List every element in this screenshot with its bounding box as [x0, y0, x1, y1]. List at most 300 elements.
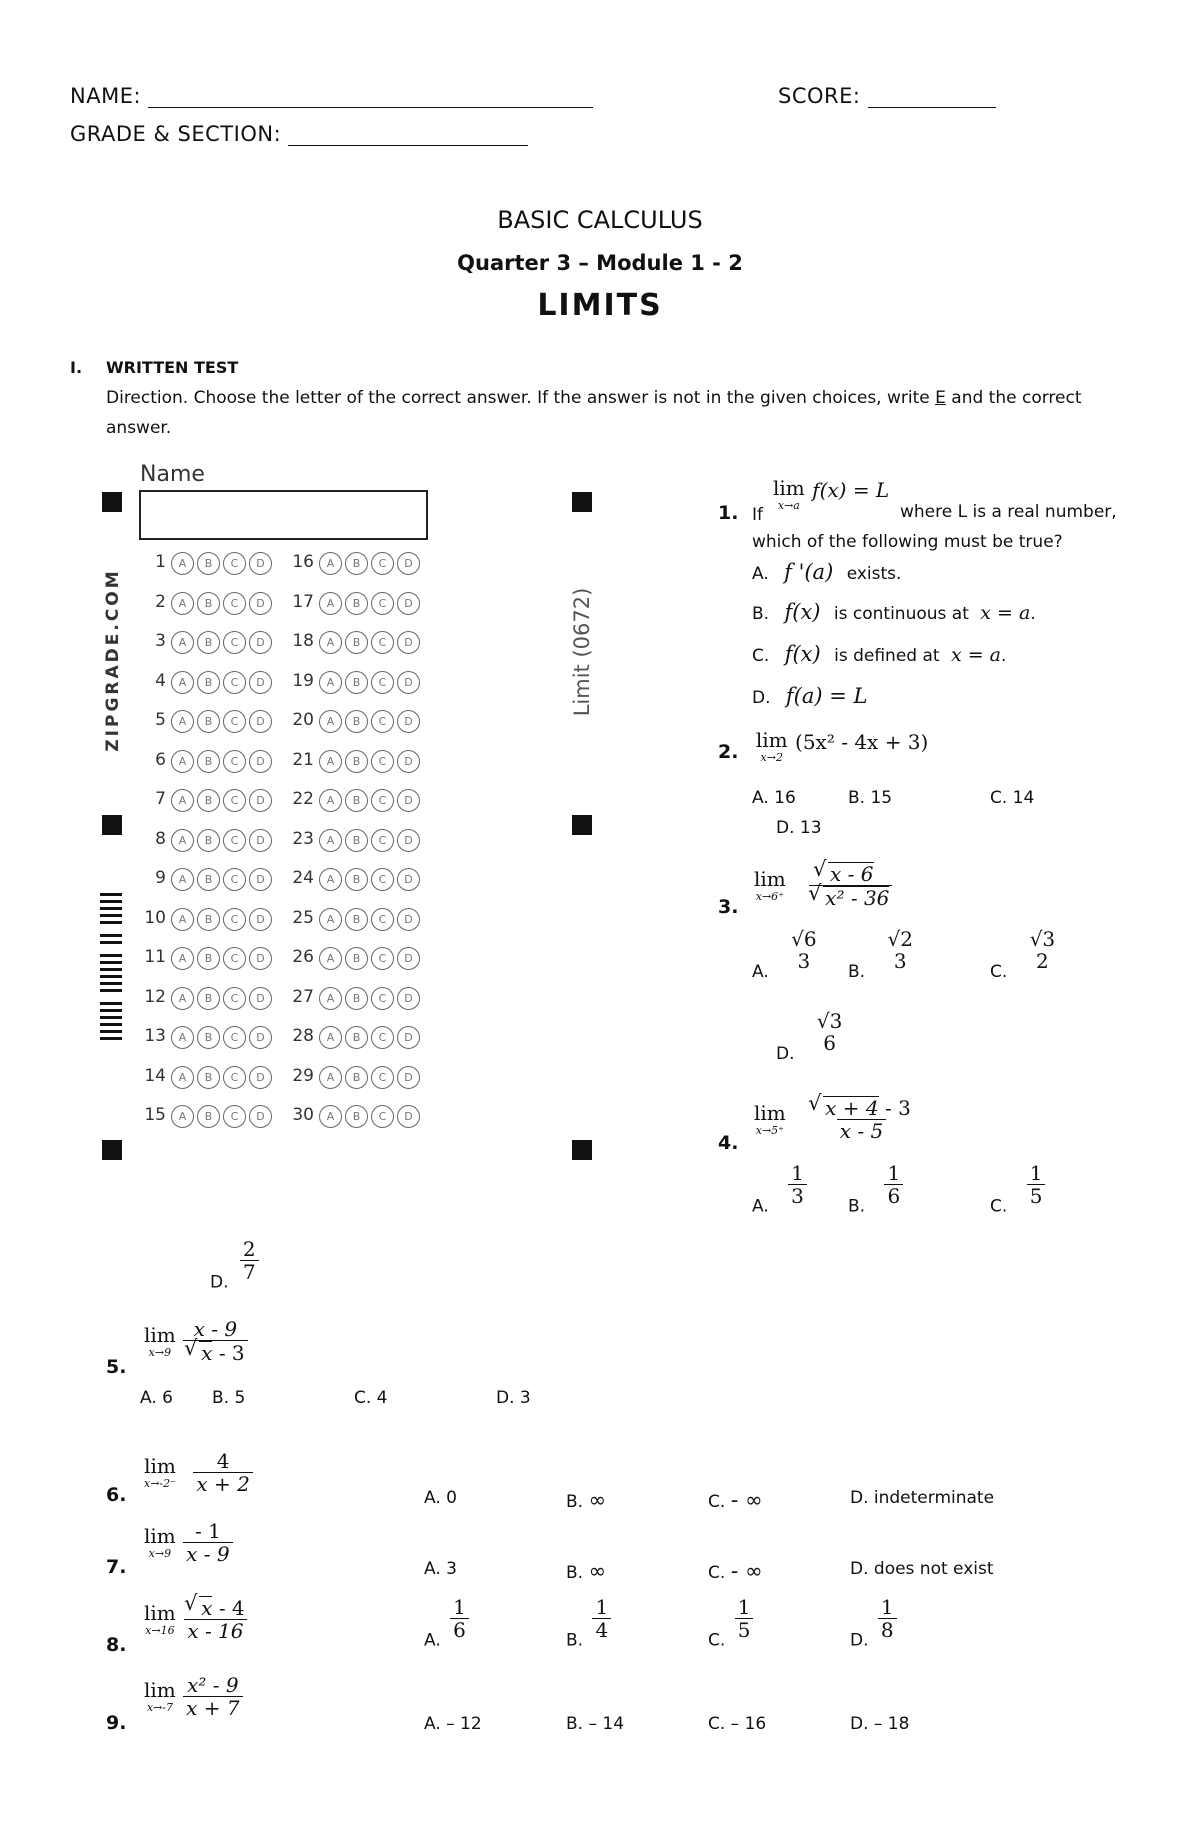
option-letter: C. — [990, 962, 1008, 982]
answer-bubble-24-d[interactable]: D — [397, 868, 420, 891]
answer-bubble-9-c[interactable]: C — [223, 868, 246, 891]
q9-numerator: x² - 9 — [187, 1673, 239, 1697]
answer-bubble-7-d[interactable]: D — [249, 789, 272, 812]
q4-number: 4. — [718, 1132, 739, 1154]
bubble-row-number: 28 — [292, 1026, 314, 1046]
bubble-row — [140, 592, 420, 615]
answer-bubble-25-c[interactable]: C — [371, 908, 394, 931]
option-value: ∞ — [588, 1559, 606, 1583]
answer-bubble-21-d[interactable]: D — [397, 750, 420, 773]
bubble-row — [140, 868, 420, 891]
option-letter: B. — [752, 604, 770, 624]
answer-bubble-9-b[interactable]: B — [197, 868, 220, 891]
q4-numerator: √ x + 4 — [823, 1096, 878, 1119]
option-letter: B. — [848, 1196, 866, 1217]
answer-bubble-17-a[interactable]: A — [319, 592, 342, 615]
q1-option-c[interactable]: C. f(x) is defined at x = a. — [752, 642, 1007, 666]
answer-bubble-20-a[interactable]: A — [319, 710, 342, 733]
answer-bubble-20-d[interactable]: D — [397, 710, 420, 733]
q1-if: If — [752, 505, 763, 525]
answer-bubble-12-a[interactable]: A — [171, 987, 194, 1010]
answer-bubble-1-a[interactable]: A — [171, 552, 194, 575]
answer-bubble-19-c[interactable]: C — [371, 671, 394, 694]
q5-number: 5. — [106, 1356, 127, 1378]
q3-option-d[interactable] — [776, 1010, 845, 1064]
answer-bubble-25-d[interactable]: D — [397, 908, 420, 931]
option-at: x = a — [950, 644, 1002, 666]
answer-bubble-9-d[interactable]: D — [249, 868, 272, 891]
q5-option-a[interactable]: A. 6 — [140, 1388, 173, 1408]
bubble-row — [140, 908, 420, 931]
answer-bubble-23-c[interactable]: C — [371, 829, 394, 852]
option-letter: D. — [850, 1630, 869, 1651]
answer-bubble-7-c[interactable]: C — [223, 789, 246, 812]
answer-bubble-22-c[interactable]: C — [371, 789, 394, 812]
answer-bubble-29-d[interactable]: D — [397, 1066, 420, 1089]
option-letter: B. — [566, 1492, 584, 1512]
bubble-row — [140, 829, 420, 852]
q5-option-d[interactable]: D. 3 — [496, 1388, 531, 1408]
bubble-row-number: 17 — [292, 591, 314, 612]
corner-mark — [102, 492, 122, 512]
answer-bubble-11-d[interactable]: D — [249, 947, 272, 970]
answer-bubble-26-c[interactable]: C — [371, 947, 394, 970]
answer-bubble-15-a[interactable]: A — [171, 1105, 194, 1128]
option-den: 4 — [592, 1618, 611, 1641]
option-letter: B. — [566, 1563, 584, 1583]
q6-denominator: x + 2 — [193, 1472, 252, 1495]
answer-bubble-11-b[interactable]: B — [197, 947, 220, 970]
corner-mark — [102, 815, 122, 835]
answer-bubble-18-d[interactable]: D — [397, 631, 420, 654]
answer-bubble-6-c[interactable]: C — [223, 750, 246, 773]
answer-bubble-2-d[interactable]: D — [249, 592, 272, 615]
answer-bubble-4-a[interactable]: A — [171, 671, 194, 694]
q2-number: 2. — [718, 741, 739, 763]
answer-bubble-10-a[interactable]: A — [171, 908, 194, 931]
lim-word: lim — [754, 1100, 786, 1125]
q3-option-c[interactable] — [990, 928, 1058, 982]
option-num: √6 — [791, 927, 817, 951]
answer-bubble-12-d[interactable]: D — [249, 987, 272, 1010]
answer-bubble-5-b[interactable]: B — [197, 710, 220, 733]
answer-bubble-17-d[interactable]: D — [397, 592, 420, 615]
answer-bubble-15-c[interactable]: C — [223, 1105, 246, 1128]
option-den: 6 — [884, 1184, 903, 1207]
bubble-row-number: 21 — [292, 749, 314, 770]
q6-option-d[interactable]: D. indeterminate — [850, 1488, 995, 1508]
bubble-row-number: 6 — [155, 749, 166, 770]
q8-option-b[interactable] — [566, 1596, 611, 1651]
q4-denominator: x - 5 — [837, 1119, 886, 1142]
q5-denominator: √ x — [199, 1341, 212, 1364]
option-den: 8 — [878, 1618, 897, 1641]
answer-bubble-2-a[interactable]: A — [171, 592, 194, 615]
quarter-title: Quarter 3 – Module 1 - 2 — [457, 251, 743, 275]
answer-bubble-25-a[interactable]: A — [319, 908, 342, 931]
lim-subscript: x→6⁺ — [755, 890, 784, 903]
q4-option-d[interactable] — [210, 1238, 259, 1293]
answer-bubble-19-d[interactable]: D — [397, 671, 420, 694]
answer-bubble-10-c[interactable]: C — [223, 908, 246, 931]
option-num: 1 — [791, 1161, 804, 1185]
lim-word: lim — [144, 1454, 176, 1478]
q1-option-b[interactable]: B. f(x) is continuous at x = a. — [752, 600, 1036, 624]
option-num: 1 — [453, 1595, 466, 1619]
answer-bubble-8-a[interactable]: A — [171, 829, 194, 852]
answer-bubble-20-c[interactable]: C — [371, 710, 394, 733]
answer-bubble-20-b[interactable]: B — [345, 710, 368, 733]
answer-bubble-13-d[interactable]: D — [249, 1026, 272, 1049]
answer-bubble-16-a[interactable]: A — [319, 552, 342, 575]
lim-subscript: x→-7 — [146, 1701, 173, 1714]
answer-bubble-19-b[interactable]: B — [345, 671, 368, 694]
bubble-row — [140, 750, 420, 773]
corner-mark — [572, 1140, 592, 1160]
bubble-row-number: 16 — [292, 552, 314, 572]
option-num: 1 — [1029, 1161, 1043, 1185]
answer-bubble-5-d[interactable]: D — [249, 710, 272, 733]
q1-limit — [773, 478, 889, 511]
option-den: 3 — [893, 949, 907, 973]
bubble-row-number: 8 — [155, 828, 166, 849]
answer-bubble-25-b[interactable]: B — [345, 908, 368, 931]
bubble-row — [140, 631, 420, 654]
bubble-row — [140, 552, 420, 575]
bubble-row-number: 29 — [292, 1065, 314, 1086]
option-letter: C. — [708, 1492, 726, 1512]
answer-bubble-30-a[interactable]: A — [319, 1105, 342, 1128]
option-letter: B. — [848, 962, 866, 982]
answer-bubble-30-d[interactable]: D — [397, 1105, 420, 1128]
option-num: 2 — [242, 1237, 256, 1261]
q4-option-b[interactable] — [848, 1162, 903, 1217]
answer-bubble-29-c[interactable]: C — [371, 1066, 394, 1089]
answer-bubble-14-a[interactable]: A — [171, 1066, 194, 1089]
option-num: 1 — [737, 1595, 751, 1619]
answer-bubble-7-a[interactable]: A — [171, 789, 194, 812]
answer-bubble-10-d[interactable]: D — [249, 908, 272, 931]
option-letter: A. — [752, 564, 769, 584]
answer-bubble-28-a[interactable]: A — [319, 1026, 342, 1049]
option-letter: C. — [990, 1196, 1008, 1217]
q8-numerator: √ x — [199, 1596, 212, 1619]
q3-option-b[interactable] — [848, 928, 916, 982]
q7-option-a[interactable]: A. 3 — [424, 1559, 457, 1579]
option-expr: f(a) = L — [785, 684, 868, 708]
brand-text: ZIPGRADE.COM — [103, 568, 123, 752]
q5-option-c[interactable]: C. 4 — [354, 1388, 388, 1408]
answer-bubble-18-c[interactable]: C — [371, 631, 394, 654]
bubble-row — [140, 710, 420, 733]
corner-mark — [572, 815, 592, 835]
bubble-row-number: 19 — [292, 670, 314, 691]
option-num: √3 — [816, 1009, 843, 1033]
answer-bubble-26-a[interactable]: A — [319, 947, 342, 970]
corner-mark — [102, 1140, 122, 1160]
name-label: NAME: — [70, 84, 142, 108]
bubble-row — [140, 671, 420, 694]
lim-subscript: x→a — [777, 499, 800, 512]
bubble-row-number: 5 — [155, 710, 166, 730]
q9-denominator: x + 7 — [183, 1696, 242, 1719]
lim-word: lim — [755, 728, 788, 752]
answer-bubble-3-d[interactable]: D — [249, 631, 272, 654]
answer-bubble-6-a[interactable]: A — [171, 750, 194, 773]
answer-bubble-16-b[interactable]: B — [345, 552, 368, 575]
q7-numerator: - 1 — [194, 1519, 221, 1543]
answer-bubble-22-b[interactable]: B — [345, 789, 368, 812]
grade-label: GRADE & SECTION: — [70, 122, 282, 146]
answer-bubble-13-c[interactable]: C — [223, 1026, 246, 1049]
lim-word: lim — [144, 1322, 176, 1347]
answer-bubble-21-c[interactable]: C — [371, 750, 394, 773]
direction-main: Direction. Choose the letter of the correct answer. If the answer is not in the given choices, write — [106, 388, 930, 408]
answer-bubble-27-d[interactable]: D — [397, 987, 420, 1010]
answer-bubble-8-d[interactable]: D — [249, 829, 272, 852]
answer-bubble-13-a[interactable]: A — [171, 1026, 194, 1049]
answer-bubble-16-c[interactable]: C — [371, 552, 394, 575]
lim-subscript: x→16 — [145, 1623, 175, 1637]
sheet-name-box[interactable] — [139, 490, 428, 540]
answer-bubble-28-d[interactable]: D — [397, 1026, 420, 1049]
question-2 — [718, 730, 928, 763]
subject-title: BASIC CALCULUS — [497, 206, 703, 234]
option-den: 6 — [450, 1618, 469, 1641]
lim-subscript: x→9 — [148, 1547, 172, 1560]
q3-option-a[interactable] — [752, 928, 820, 982]
lim-word: lim — [144, 1600, 176, 1625]
answer-bubble-1-d[interactable]: D — [249, 552, 272, 575]
option-text: exists. — [846, 564, 902, 584]
answer-bubble-29-a[interactable]: A — [319, 1066, 342, 1089]
answer-bubble-15-b[interactable]: B — [197, 1105, 220, 1128]
answer-bubble-17-b[interactable]: B — [345, 592, 368, 615]
q1-option-d[interactable] — [752, 684, 867, 708]
answer-bubble-24-a[interactable]: A — [319, 868, 342, 891]
answer-bubble-11-a[interactable]: A — [171, 947, 194, 970]
option-value: - ∞ — [730, 1559, 763, 1583]
lim-subscript: x→2 — [760, 751, 783, 764]
answer-bubble-2-b[interactable]: B — [197, 592, 220, 615]
bubble-row-number: 14 — [144, 1065, 166, 1086]
q7-option-c[interactable] — [708, 1559, 762, 1583]
q6-numerator: 4 — [216, 1449, 230, 1473]
option-letter: D. — [776, 1044, 795, 1064]
answer-bubble-26-b[interactable]: B — [345, 947, 368, 970]
q6-option-b[interactable] — [566, 1488, 606, 1512]
q5-denominator-tail: - 3 — [218, 1341, 245, 1365]
answer-bubble-9-a[interactable]: A — [171, 868, 194, 891]
section-title: WRITTEN TEST — [106, 358, 239, 377]
answer-bubble-22-d[interactable]: D — [397, 789, 420, 812]
option-den: 5 — [1027, 1184, 1046, 1207]
bubble-row-number: 7 — [155, 789, 166, 809]
option-value: - ∞ — [730, 1488, 763, 1512]
bubble-row — [140, 789, 420, 812]
bubble-row — [140, 1026, 420, 1049]
q5-numerator: x - 9 — [193, 1317, 238, 1341]
option-expr: f '(a) — [784, 560, 834, 584]
q8-option-c[interactable] — [708, 1596, 753, 1651]
option-value: ∞ — [588, 1488, 606, 1512]
q6-option-c[interactable] — [708, 1488, 762, 1512]
lim-subscript: x→-2⁻ — [144, 1477, 176, 1490]
q2-option-a[interactable]: A. 16 — [752, 788, 796, 808]
q4-option-c[interactable] — [990, 1162, 1045, 1217]
answer-bubble-7-b[interactable]: B — [197, 789, 220, 812]
answer-bubble-24-c[interactable]: C — [371, 868, 394, 891]
answer-bubble-21-b[interactable]: B — [345, 750, 368, 773]
lim-subscript: x→5⁺ — [755, 1123, 784, 1137]
answer-bubble-8-c[interactable]: C — [223, 829, 246, 852]
answer-bubble-13-b[interactable]: B — [197, 1026, 220, 1049]
answer-bubble-4-d[interactable]: D — [249, 671, 272, 694]
option-letter: B. — [566, 1630, 584, 1651]
answer-bubble-1-c[interactable]: C — [223, 552, 246, 575]
answer-bubble-23-a[interactable]: A — [319, 829, 342, 852]
q7-option-b[interactable] — [566, 1559, 606, 1583]
answer-bubble-14-c[interactable]: C — [223, 1066, 246, 1089]
answer-bubble-3-c[interactable]: C — [223, 631, 246, 654]
answer-bubble-22-a[interactable]: A — [319, 789, 342, 812]
q9-option-c[interactable]: C. – 16 — [708, 1714, 767, 1734]
q3-denominator: √ x² - 36 — [823, 886, 889, 909]
answer-bubble-28-c[interactable]: C — [371, 1026, 394, 1049]
answer-bubble-21-a[interactable]: A — [319, 750, 342, 773]
q8-number: 8. — [106, 1634, 127, 1656]
option-den: 7 — [240, 1260, 259, 1283]
answer-bubble-1-b[interactable]: B — [197, 552, 220, 575]
bubble-row — [140, 947, 420, 970]
answer-bubble-15-d[interactable]: D — [249, 1105, 272, 1128]
bubble-row-number: 4 — [155, 670, 166, 691]
answer-bubble-14-b[interactable]: B — [197, 1066, 220, 1089]
option-letter: A. — [752, 1196, 769, 1217]
answer-bubble-28-b[interactable]: B — [345, 1026, 368, 1049]
answer-bubble-3-b[interactable]: B — [197, 631, 220, 654]
timing-marks — [100, 893, 122, 1040]
bubble-row-number: 22 — [292, 789, 314, 809]
bubble-row-number: 18 — [292, 631, 314, 651]
answer-bubble-16-d[interactable]: D — [397, 552, 420, 575]
answer-bubble-27-b[interactable]: B — [345, 987, 368, 1010]
answer-bubble-30-b[interactable]: B — [345, 1105, 368, 1128]
answer-bubble-3-a[interactable]: A — [171, 631, 194, 654]
option-den: 5 — [735, 1618, 754, 1641]
answer-bubble-26-d[interactable]: D — [397, 947, 420, 970]
q5-option-b[interactable]: B. 5 — [212, 1388, 246, 1408]
answer-bubble-27-c[interactable]: C — [371, 987, 394, 1010]
answer-bubble-19-a[interactable]: A — [319, 671, 342, 694]
q7-option-d[interactable]: D. does not exist — [850, 1559, 994, 1579]
answer-bubble-4-b[interactable]: B — [197, 671, 220, 694]
answer-bubble-6-b[interactable]: B — [197, 750, 220, 773]
option-text: is defined at — [834, 646, 940, 666]
option-den: 6 — [823, 1031, 836, 1055]
q7-denominator: x - 9 — [183, 1542, 232, 1565]
answer-bubble-5-a[interactable]: A — [171, 710, 194, 733]
q9-option-b[interactable]: B. – 14 — [566, 1714, 625, 1734]
answer-bubble-2-c[interactable]: C — [223, 592, 246, 615]
q9-option-d[interactable]: D. – 18 — [850, 1714, 910, 1734]
option-letter: A. — [752, 962, 769, 982]
answer-bubble-12-b[interactable]: B — [197, 987, 220, 1010]
q2-option-b[interactable]: B. 15 — [848, 788, 893, 808]
q6-option-a[interactable]: A. 0 — [424, 1488, 457, 1508]
answer-bubble-30-c[interactable]: C — [371, 1105, 394, 1128]
bubble-row-number: 25 — [292, 907, 314, 928]
answer-bubble-23-b[interactable]: B — [345, 829, 368, 852]
option-expr: f(x) — [784, 600, 821, 624]
q7-number: 7. — [106, 1556, 127, 1578]
answer-bubble-4-c[interactable]: C — [223, 671, 246, 694]
bubble-row-number: 15 — [144, 1105, 166, 1125]
option-num: √2 — [887, 927, 913, 951]
q8-denominator: x - 16 — [184, 1619, 246, 1642]
bubble-row-number: 2 — [155, 591, 166, 612]
answer-bubble-27-a[interactable]: A — [319, 987, 342, 1010]
option-den: 3 — [797, 949, 811, 973]
answer-bubble-14-d[interactable]: D — [249, 1066, 272, 1089]
bubble-row-number: 11 — [144, 947, 166, 967]
q4-option-a[interactable] — [752, 1162, 807, 1217]
answer-bubble-24-b[interactable]: B — [345, 868, 368, 891]
option-letter: C. — [708, 1563, 726, 1583]
answer-bubble-5-c[interactable]: C — [223, 710, 246, 733]
q3-numerator: √ x - 6 — [828, 862, 873, 885]
option-letter: A. — [424, 1630, 441, 1651]
option-num: 1 — [595, 1595, 609, 1619]
option-den: 2 — [1036, 949, 1049, 973]
answer-bubble-17-c[interactable]: C — [371, 592, 394, 615]
bubble-row-number: 3 — [155, 631, 166, 651]
direction-e: E — [935, 388, 946, 408]
answer-bubble-6-d[interactable]: D — [249, 750, 272, 773]
q9-number: 9. — [106, 1712, 127, 1734]
answer-bubble-29-b[interactable]: B — [345, 1066, 368, 1089]
lim-subscript: x→9 — [148, 1345, 172, 1359]
answer-bubble-11-c[interactable]: C — [223, 947, 246, 970]
q8-option-a[interactable] — [424, 1596, 469, 1651]
answer-bubble-23-d[interactable]: D — [397, 829, 420, 852]
answer-bubble-10-b[interactable]: B — [197, 908, 220, 931]
answer-bubble-18-b[interactable]: B — [345, 631, 368, 654]
option-text: is continuous at — [833, 604, 969, 624]
answer-bubble-12-c[interactable]: C — [223, 987, 246, 1010]
option-at: x = a — [980, 602, 1031, 624]
q1-option-a[interactable] — [752, 560, 901, 584]
q2-option-d[interactable]: D. 13 — [776, 818, 822, 838]
q8-option-d[interactable] — [850, 1596, 897, 1651]
bubble-row — [140, 1066, 420, 1089]
q1-line2: which of the following must be true? — [752, 532, 1063, 552]
q4-numerator-tail: - 3 — [885, 1096, 911, 1120]
option-letter: D. — [752, 688, 771, 708]
q3-number: 3. — [718, 896, 739, 918]
bubble-row-number: 10 — [144, 907, 166, 928]
corner-mark — [572, 492, 592, 512]
q9-option-a[interactable]: A. – 12 — [424, 1714, 482, 1734]
q2-option-c[interactable]: C. 14 — [990, 788, 1035, 808]
sheet-code: Limit (0672) — [570, 587, 594, 717]
answer-bubble-18-a[interactable]: A — [319, 631, 342, 654]
bubble-row-number: 13 — [144, 1026, 166, 1046]
option-num: √3 — [1029, 927, 1056, 951]
answer-bubble-8-b[interactable]: B — [197, 829, 220, 852]
bubble-row — [140, 987, 420, 1010]
bubble-row-number: 27 — [292, 986, 314, 1007]
